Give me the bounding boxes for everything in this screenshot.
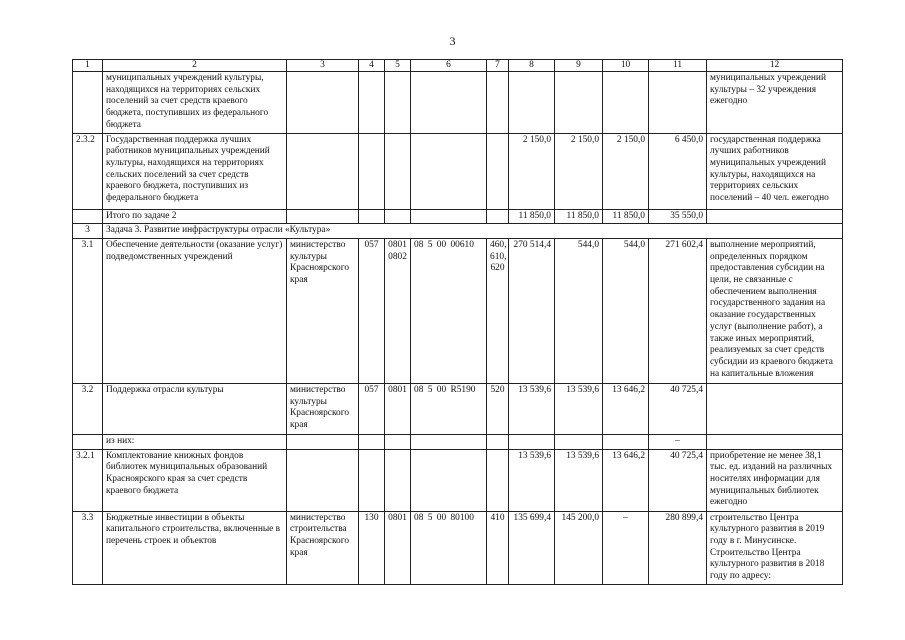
value-2020: 145 200,0 xyxy=(555,511,603,584)
of-them-label: из них: xyxy=(103,434,287,449)
row-number: 3.2.1 xyxy=(73,449,103,511)
value-2021: 13 646,2 xyxy=(603,449,649,511)
measure-name: муниципальных учреждений культуры, находящихся на территориях сельских поселений за счет средств краевого бюджета, поступивших из федерального бюджета xyxy=(103,72,287,134)
expense-type-code: 460, 610, 620 xyxy=(487,238,509,383)
program-table xyxy=(72,59,843,585)
expense-type-code: 520 xyxy=(487,383,509,434)
table-row-3-2-1 xyxy=(73,449,843,511)
section-code: 0801 0802 xyxy=(385,238,411,383)
page-number: 3 xyxy=(449,34,456,48)
value-total: 271 602,4 xyxy=(649,238,707,383)
responsible-executor: министерство строительства Красноярского края xyxy=(287,511,359,584)
value-2021: 544,0 xyxy=(603,238,649,383)
col-header: 3 xyxy=(287,60,359,72)
measure-name: Государственная поддержка лучших работников муниципальных учреждений культуры, находящихся на территориях сельских поселений за счет средств краевого бюджета, поступивших из федерального бюджета xyxy=(103,133,287,209)
expected-result: приобретение не менее 38,1 тыс. ед. изданий на различных носителях информации для муниципальных библиотек ежегодно xyxy=(707,449,843,511)
value-2021: 13 646,2 xyxy=(603,383,649,434)
value-total: 35 550,0 xyxy=(649,209,707,224)
value-total: 40 725,4 xyxy=(649,449,707,511)
value-2020: 13 539,6 xyxy=(555,449,603,511)
section-code: 0801 xyxy=(385,383,411,434)
col-header: 11 xyxy=(649,60,707,72)
value-2019: 2 150,0 xyxy=(509,133,555,209)
expense-type-code: 410 xyxy=(487,511,509,584)
col-header: 5 xyxy=(385,60,411,72)
value-2019: 13 539,6 xyxy=(509,383,555,434)
row-number: 3 xyxy=(73,224,103,239)
value-total: 40 725,4 xyxy=(649,383,707,434)
expected-result: государственная поддержка лучших работников муниципальных учреждений культуры, находящихся на территориях сельских поселений – 40 чел. ежегодно xyxy=(707,133,843,209)
total-label: Итого по задаче 2 xyxy=(103,209,287,224)
value-2019: 11 850,0 xyxy=(509,209,555,224)
value-total: – xyxy=(649,434,707,449)
responsible-executor: министерство культуры Красноярского края xyxy=(287,383,359,434)
value-2020: 544,0 xyxy=(555,238,603,383)
value-2020: 2 150,0 xyxy=(555,133,603,209)
table-row-of-them xyxy=(73,434,843,449)
row-number: 2.3.2 xyxy=(73,133,103,209)
target-item-code: 08 5 00 80100 xyxy=(411,511,487,584)
col-header: 4 xyxy=(359,60,385,72)
responsible-executor: министерство культуры Красноярского края xyxy=(287,238,359,383)
measure-name: Бюджетные инвестиции в объекты капитального строительства, включенные в перечень строек и объектов xyxy=(103,511,287,584)
table-row-total-task-2 xyxy=(73,209,843,224)
table-row-continuation xyxy=(73,72,843,134)
table-row-2-3-2 xyxy=(73,133,843,209)
value-2020: 13 539,6 xyxy=(555,383,603,434)
target-item-code: 08 5 00 R5190 xyxy=(411,383,487,434)
measure-name: Обеспечение деятельности (оказание услуг) подведомственных учреждений xyxy=(103,238,287,383)
column-number-row xyxy=(73,60,843,72)
row-number: 3.2 xyxy=(73,383,103,434)
col-header: 10 xyxy=(603,60,649,72)
value-2021: 2 150,0 xyxy=(603,133,649,209)
value-2021: – xyxy=(603,511,649,584)
value-total: 280 899,4 xyxy=(649,511,707,584)
col-header: 6 xyxy=(411,60,487,72)
table-row-3-3 xyxy=(73,511,843,584)
section-code: 0801 xyxy=(385,511,411,584)
col-header: 9 xyxy=(555,60,603,72)
col-header: 12 xyxy=(707,60,843,72)
table-row-3-2 xyxy=(73,383,843,434)
col-header: 8 xyxy=(509,60,555,72)
table-row-task-3 xyxy=(73,224,843,239)
value-2019: 270 514,4 xyxy=(509,238,555,383)
col-header: 2 xyxy=(103,60,287,72)
col-header: 7 xyxy=(487,60,509,72)
row-number: 3.1 xyxy=(73,238,103,383)
expected-result: строительство Центра культурного развития в 2019 году в г. Минусинске. Строительство Центра культурного развития в 2018 году по адресу: xyxy=(707,511,843,584)
task-title: Задача 3. Развитие инфраструктуры отрасли «Культура» xyxy=(103,224,843,239)
target-item-code: 08 5 00 00610 xyxy=(411,238,487,383)
value-total: 6 450,0 xyxy=(649,133,707,209)
value-2019: 135 699,4 xyxy=(509,511,555,584)
value-2019: 13 539,6 xyxy=(509,449,555,511)
value-2021: 11 850,0 xyxy=(603,209,649,224)
grbs-code: 130 xyxy=(359,511,385,584)
grbs-code: 057 xyxy=(359,238,385,383)
col-header: 1 xyxy=(73,60,103,72)
grbs-code: 057 xyxy=(359,383,385,434)
expected-result: выполнение мероприятий, определенных порядком предоставления субсидии на цели, не связанные с обеспечением выполнения государственного задания на оказание государственных услуг (выполнение работ), а также иных мероприятий, реализуемых за счет средств субсидии из краевого бюджета на капитальные вложения xyxy=(707,238,843,383)
measure-name: Комплектование книжных фондов библиотек муниципальных образований Красноярского края за счет средств краевого бюджета xyxy=(103,449,287,511)
value-2020: 11 850,0 xyxy=(555,209,603,224)
table-row-3-1 xyxy=(73,238,843,383)
row-number: 3.3 xyxy=(73,511,103,584)
expected-result: муниципальных учреждений культуры – 32 учреждения ежегодно xyxy=(707,72,843,134)
measure-name: Поддержка отрасли культуры xyxy=(103,383,287,434)
